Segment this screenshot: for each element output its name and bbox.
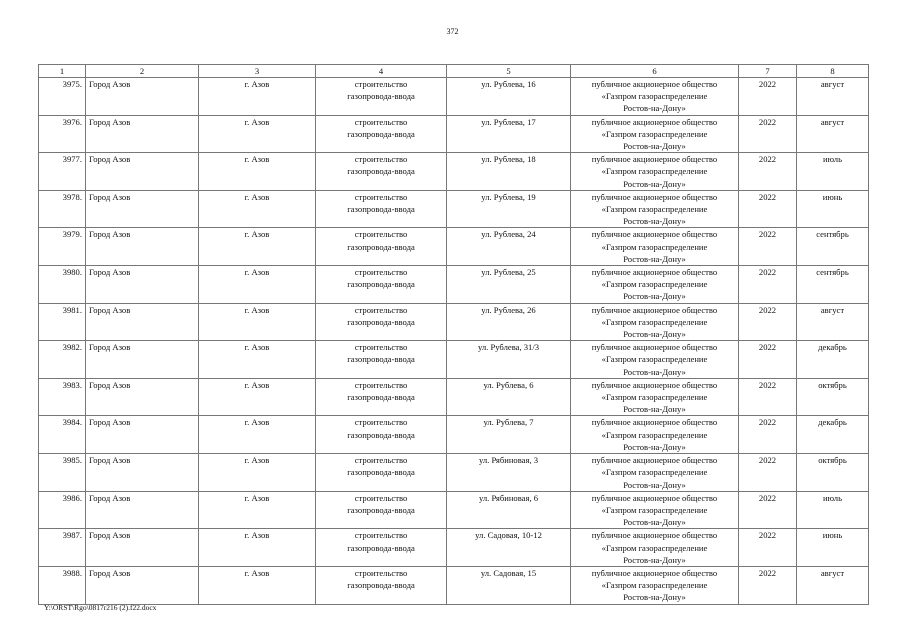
settlement-cell-text: г. Азов xyxy=(244,304,270,315)
year-cell-text: 2022 xyxy=(758,304,777,315)
settlement-cell-text: г. Азов xyxy=(244,191,270,202)
work-type-cell-text: газопровода-ввода xyxy=(347,392,415,403)
work-type-cell xyxy=(316,266,447,304)
month-cell-text: сентябрь xyxy=(816,267,849,278)
municipality-cell xyxy=(86,303,199,341)
month-cell-text: июнь xyxy=(822,191,843,202)
organization-cell xyxy=(571,190,739,228)
municipality-cell xyxy=(86,190,199,228)
settlement-cell-text: г. Азов xyxy=(244,492,270,503)
settlement-cell xyxy=(199,529,316,567)
municipality-cell-text: Город Азов xyxy=(89,567,131,578)
month-cell xyxy=(797,266,869,304)
data-table xyxy=(38,64,869,605)
month-cell-text: август xyxy=(820,567,845,578)
file-path-footer: Y:\ORST\Rgo\0817r216 (2).f22.docx xyxy=(44,603,157,612)
address-cell-text: ул. Рублева, 26 xyxy=(481,304,536,315)
month-cell-text: декабрь xyxy=(818,417,847,428)
settlement-cell xyxy=(199,190,316,228)
row-number-cell-text: 3983. xyxy=(62,379,82,390)
column-header: 7 xyxy=(739,65,797,78)
table-row xyxy=(39,228,869,266)
settlement-cell xyxy=(199,454,316,492)
work-type-cell xyxy=(316,190,447,228)
table-row xyxy=(39,529,869,567)
month-cell-text: декабрь xyxy=(818,342,847,353)
column-header: 8 xyxy=(797,65,869,78)
table-row xyxy=(39,491,869,529)
address-cell-text: ул. Рублева, 7 xyxy=(483,417,534,428)
settlement-cell-text: г. Азов xyxy=(244,79,270,89)
municipality-cell-text: Город Азов xyxy=(89,191,131,202)
organization-cell-text: Ростов-на-Дону» xyxy=(623,329,686,340)
organization-cell-text: публичное акционерное общество xyxy=(591,304,718,315)
organization-cell-text: публичное акционерное общество xyxy=(591,116,718,127)
year-cell xyxy=(739,491,797,529)
organization-cell xyxy=(571,454,739,492)
row-number-cell xyxy=(39,153,86,191)
row-number-cell-text: 3977. xyxy=(62,154,82,165)
settlement-cell xyxy=(199,341,316,379)
work-type-cell-text: строительство xyxy=(354,191,408,202)
address-cell-text: ул. Рублева, 16 xyxy=(481,79,536,89)
organization-cell-text: «Газпром газораспределение xyxy=(601,542,708,553)
work-type-cell-text: строительство xyxy=(354,567,408,578)
column-header: 4 xyxy=(316,65,447,78)
municipality-cell xyxy=(86,378,199,416)
month-cell xyxy=(797,566,869,604)
municipality-cell-text: Город Азов xyxy=(89,342,131,353)
organization-cell xyxy=(571,228,739,266)
settlement-cell xyxy=(199,266,316,304)
work-type-cell xyxy=(316,341,447,379)
organization-cell-text: «Газпром газораспределение xyxy=(601,241,708,252)
organization-cell-text: Ростов-на-Дону» xyxy=(623,404,686,415)
settlement-cell-text: г. Азов xyxy=(244,342,270,353)
organization-cell-text: Ростов-на-Дону» xyxy=(623,366,686,377)
work-type-cell-text: строительство xyxy=(354,379,408,390)
organization-cell-text: «Газпром газораспределение xyxy=(601,392,708,403)
year-cell-text: 2022 xyxy=(758,191,777,202)
month-cell xyxy=(797,115,869,153)
row-number-cell-text: 3975. xyxy=(62,79,82,89)
settlement-cell xyxy=(199,416,316,454)
organization-cell-text: Ростов-на-Дону» xyxy=(623,178,686,189)
address-cell-text: ул. Садовая, 15 xyxy=(480,567,537,578)
municipality-cell-text: Город Азов xyxy=(89,530,131,541)
settlement-cell-text: г. Азов xyxy=(244,267,270,278)
month-cell xyxy=(797,416,869,454)
organization-cell-text: публичное акционерное общество xyxy=(591,417,718,428)
row-number-cell-text: 3978. xyxy=(62,191,82,202)
address-cell xyxy=(447,341,571,379)
year-cell xyxy=(739,115,797,153)
column-header: 2 xyxy=(86,65,199,78)
month-cell-text: август xyxy=(820,116,845,127)
settlement-cell xyxy=(199,491,316,529)
row-number-cell-text: 3979. xyxy=(62,229,82,240)
year-cell-text: 2022 xyxy=(758,116,777,127)
address-cell-text: ул. Рябиновая, 6 xyxy=(478,492,539,503)
work-type-cell xyxy=(316,529,447,567)
settlement-cell-text: г. Азов xyxy=(244,154,270,165)
address-cell-text: ул. Рублева, 25 xyxy=(481,267,536,278)
work-type-cell-text: газопровода-ввода xyxy=(347,354,415,365)
year-cell-text: 2022 xyxy=(758,342,777,353)
organization-cell xyxy=(571,378,739,416)
organization-cell-text: публичное акционерное общество xyxy=(591,191,718,202)
settlement-cell xyxy=(199,378,316,416)
address-cell xyxy=(447,491,571,529)
year-cell xyxy=(739,454,797,492)
month-cell xyxy=(797,378,869,416)
settlement-cell-text: г. Азов xyxy=(244,567,270,578)
organization-cell-text: «Газпром газораспределение xyxy=(601,504,708,515)
work-type-cell-text: газопровода-ввода xyxy=(347,504,415,515)
row-number-cell xyxy=(39,378,86,416)
organization-cell-text: публичное акционерное общество xyxy=(591,455,718,466)
work-type-cell-text: строительство xyxy=(354,304,408,315)
month-cell-text: июль xyxy=(822,492,842,503)
organization-cell xyxy=(571,341,739,379)
organization-cell-text: публичное акционерное общество xyxy=(591,154,718,165)
year-cell xyxy=(739,228,797,266)
address-cell xyxy=(447,378,571,416)
work-type-cell-text: газопровода-ввода xyxy=(347,91,415,102)
work-type-cell xyxy=(316,78,447,116)
year-cell-text: 2022 xyxy=(758,229,777,240)
row-number-cell-text: 3982. xyxy=(62,342,82,353)
address-cell-text: ул. Рублева, 31/3 xyxy=(477,342,540,353)
address-cell xyxy=(447,266,571,304)
work-type-cell-text: строительство xyxy=(354,530,408,541)
work-type-cell-text: газопровода-ввода xyxy=(347,128,415,139)
municipality-cell xyxy=(86,529,199,567)
organization-cell-text: публичное акционерное общество xyxy=(591,567,718,578)
address-cell xyxy=(447,416,571,454)
municipality-cell xyxy=(86,153,199,191)
address-cell-text: ул. Рябиновая, 3 xyxy=(478,455,539,466)
organization-cell-text: публичное акционерное общество xyxy=(591,79,718,89)
row-number-cell-text: 3986. xyxy=(62,492,82,503)
organization-cell-text: публичное акционерное общество xyxy=(591,379,718,390)
year-cell xyxy=(739,153,797,191)
organization-cell-text: «Газпром газораспределение xyxy=(601,580,708,591)
address-cell-text: ул. Рублева, 18 xyxy=(481,154,536,165)
work-type-cell-text: газопровода-ввода xyxy=(347,467,415,478)
work-type-cell-text: газопровода-ввода xyxy=(347,542,415,553)
municipality-cell xyxy=(86,78,199,116)
address-cell xyxy=(447,228,571,266)
year-cell-text: 2022 xyxy=(758,379,777,390)
month-cell-text: июнь xyxy=(822,530,843,541)
year-cell-text: 2022 xyxy=(758,79,777,89)
organization-cell xyxy=(571,303,739,341)
month-cell-text: октябрь xyxy=(818,379,847,390)
municipality-cell-text: Город Азов xyxy=(89,116,131,127)
settlement-cell-text: г. Азов xyxy=(244,417,270,428)
organization-cell xyxy=(571,266,739,304)
settlement-cell-text: г. Азов xyxy=(244,116,270,127)
work-type-cell-text: строительство xyxy=(354,229,408,240)
work-type-cell-text: строительство xyxy=(354,154,408,165)
year-cell-text: 2022 xyxy=(758,567,777,578)
settlement-cell-text: г. Азов xyxy=(244,379,270,390)
month-cell xyxy=(797,78,869,116)
organization-cell-text: Ростов-на-Дону» xyxy=(623,592,686,603)
year-cell xyxy=(739,78,797,116)
row-number-cell-text: 3980. xyxy=(62,267,82,278)
work-type-cell-text: строительство xyxy=(354,267,408,278)
municipality-cell-text: Город Азов xyxy=(89,154,131,165)
work-type-cell-text: строительство xyxy=(354,342,408,353)
year-cell-text: 2022 xyxy=(758,267,777,278)
row-number-cell xyxy=(39,341,86,379)
municipality-cell-text: Город Азов xyxy=(89,79,131,89)
organization-cell-text: публичное акционерное общество xyxy=(591,229,718,240)
row-number-cell xyxy=(39,115,86,153)
table-row xyxy=(39,416,869,454)
organization-cell-text: «Газпром газораспределение xyxy=(601,354,708,365)
table-row xyxy=(39,378,869,416)
municipality-cell xyxy=(86,566,199,604)
column-header: 5 xyxy=(447,65,571,78)
month-cell xyxy=(797,153,869,191)
month-cell-text: август xyxy=(820,304,845,315)
row-number-cell xyxy=(39,454,86,492)
work-type-cell-text: строительство xyxy=(354,492,408,503)
page-number: 372 xyxy=(446,27,459,36)
address-cell xyxy=(447,115,571,153)
column-header: 1 xyxy=(39,65,86,78)
year-cell-text: 2022 xyxy=(758,530,777,541)
column-header: 3 xyxy=(199,65,316,78)
organization-cell xyxy=(571,115,739,153)
organization-cell-text: Ростов-на-Дону» xyxy=(623,291,686,302)
work-type-cell-text: газопровода-ввода xyxy=(347,241,415,252)
settlement-cell xyxy=(199,153,316,191)
month-cell xyxy=(797,491,869,529)
year-cell-text: 2022 xyxy=(758,455,777,466)
row-number-cell xyxy=(39,416,86,454)
organization-cell-text: публичное акционерное общество xyxy=(591,492,718,503)
work-type-cell-text: строительство xyxy=(354,417,408,428)
organization-cell-text: «Газпром газораспределение xyxy=(601,166,708,177)
row-number-cell-text: 3984. xyxy=(62,417,82,428)
organization-cell-text: «Газпром газораспределение xyxy=(601,128,708,139)
work-type-cell-text: газопровода-ввода xyxy=(347,429,415,440)
address-cell-text: ул. Садовая, 10-12 xyxy=(475,530,542,541)
address-cell xyxy=(447,153,571,191)
row-number-cell xyxy=(39,491,86,529)
table-row xyxy=(39,454,869,492)
year-cell xyxy=(739,566,797,604)
table-row xyxy=(39,190,869,228)
organization-cell-text: «Газпром газораспределение xyxy=(601,91,708,102)
table-row xyxy=(39,266,869,304)
organization-cell-text: «Газпром газораспределение xyxy=(601,429,708,440)
municipality-cell xyxy=(86,416,199,454)
organization-cell-text: «Газпром газораспределение xyxy=(601,467,708,478)
row-number-cell-text: 3985. xyxy=(62,455,82,466)
organization-cell-text: Ростов-на-Дону» xyxy=(623,216,686,227)
row-number-cell xyxy=(39,266,86,304)
settlement-cell xyxy=(199,228,316,266)
work-type-cell xyxy=(316,454,447,492)
municipality-cell-text: Город Азов xyxy=(89,229,131,240)
header-row xyxy=(39,65,869,78)
month-cell xyxy=(797,529,869,567)
table-row xyxy=(39,303,869,341)
year-cell xyxy=(739,341,797,379)
month-cell xyxy=(797,341,869,379)
organization-cell-text: Ростов-на-Дону» xyxy=(623,517,686,528)
month-cell xyxy=(797,228,869,266)
organization-cell xyxy=(571,566,739,604)
work-type-cell-text: строительство xyxy=(354,455,408,466)
work-type-cell-text: строительство xyxy=(354,79,408,89)
row-number-cell xyxy=(39,228,86,266)
work-type-cell xyxy=(316,416,447,454)
municipality-cell-text: Город Азов xyxy=(89,304,131,315)
table-row xyxy=(39,341,869,379)
work-type-cell-text: строительство xyxy=(354,116,408,127)
address-cell xyxy=(447,303,571,341)
year-cell xyxy=(739,266,797,304)
municipality-cell-text: Город Азов xyxy=(89,455,131,466)
settlement-cell-text: г. Азов xyxy=(244,455,270,466)
work-type-cell-text: газопровода-ввода xyxy=(347,580,415,591)
row-number-cell-text: 3976. xyxy=(62,116,82,127)
municipality-cell xyxy=(86,491,199,529)
row-number-cell xyxy=(39,566,86,604)
municipality-cell-text: Город Азов xyxy=(89,379,131,390)
year-cell-text: 2022 xyxy=(758,154,777,165)
organization-cell-text: Ростов-на-Дону» xyxy=(623,554,686,565)
table-row xyxy=(39,78,869,116)
organization-cell-text: публичное акционерное общество xyxy=(591,342,718,353)
work-type-cell xyxy=(316,303,447,341)
month-cell xyxy=(797,303,869,341)
organization-cell-text: Ростов-на-Дону» xyxy=(623,141,686,152)
organization-cell xyxy=(571,529,739,567)
municipality-cell xyxy=(86,341,199,379)
work-type-cell-text: газопровода-ввода xyxy=(347,204,415,215)
work-type-cell xyxy=(316,378,447,416)
organization-cell xyxy=(571,491,739,529)
year-cell-text: 2022 xyxy=(758,417,777,428)
month-cell xyxy=(797,454,869,492)
work-type-cell-text: газопровода-ввода xyxy=(347,166,415,177)
work-type-cell xyxy=(316,566,447,604)
row-number-cell xyxy=(39,190,86,228)
settlement-cell xyxy=(199,566,316,604)
settlement-cell xyxy=(199,303,316,341)
organization-cell-text: «Газпром газораспределение xyxy=(601,204,708,215)
municipality-cell xyxy=(86,115,199,153)
year-cell xyxy=(739,416,797,454)
organization-cell-text: Ростов-на-Дону» xyxy=(623,103,686,114)
column-header: 6 xyxy=(571,65,739,78)
table-row xyxy=(39,153,869,191)
row-number-cell xyxy=(39,303,86,341)
year-cell-text: 2022 xyxy=(758,492,777,503)
address-cell xyxy=(447,454,571,492)
municipality-cell xyxy=(86,454,199,492)
municipality-cell xyxy=(86,228,199,266)
municipality-cell-text: Город Азов xyxy=(89,417,131,428)
year-cell xyxy=(739,529,797,567)
year-cell xyxy=(739,378,797,416)
address-cell-text: ул. Рублева, 17 xyxy=(481,116,536,127)
month-cell-text: август xyxy=(820,79,845,89)
row-number-cell-text: 3981. xyxy=(62,304,82,315)
settlement-cell-text: г. Азов xyxy=(244,530,270,541)
work-type-cell xyxy=(316,115,447,153)
address-cell xyxy=(447,529,571,567)
table-row xyxy=(39,566,869,604)
table-row xyxy=(39,115,869,153)
row-number-cell xyxy=(39,529,86,567)
row-number-cell-text: 3987. xyxy=(62,530,82,541)
address-cell xyxy=(447,78,571,116)
month-cell-text: октябрь xyxy=(818,455,847,466)
municipality-cell-text: Город Азов xyxy=(89,492,131,503)
municipality-cell-text: Город Азов xyxy=(89,267,131,278)
row-number-cell-text: 3988. xyxy=(62,567,82,578)
organization-cell-text: Ростов-на-Дону» xyxy=(623,479,686,490)
month-cell-text: сентябрь xyxy=(816,229,849,240)
address-cell xyxy=(447,190,571,228)
address-cell xyxy=(447,566,571,604)
municipality-cell xyxy=(86,266,199,304)
work-type-cell xyxy=(316,491,447,529)
work-type-cell-text: газопровода-ввода xyxy=(347,279,415,290)
work-type-cell-text: газопровода-ввода xyxy=(347,316,415,327)
work-type-cell xyxy=(316,228,447,266)
month-cell-text: июль xyxy=(822,154,842,165)
organization-cell-text: «Газпром газораспределение xyxy=(601,279,708,290)
organization-cell-text: «Газпром газораспределение xyxy=(601,316,708,327)
settlement-cell xyxy=(199,78,316,116)
organization-cell xyxy=(571,416,739,454)
month-cell xyxy=(797,190,869,228)
address-cell-text: ул. Рублева, 24 xyxy=(481,229,536,240)
row-number-cell xyxy=(39,78,86,116)
organization-cell xyxy=(571,153,739,191)
settlement-cell-text: г. Азов xyxy=(244,229,270,240)
address-cell-text: ул. Рублева, 19 xyxy=(481,191,536,202)
organization-cell-text: публичное акционерное общество xyxy=(591,267,718,278)
settlement-cell xyxy=(199,115,316,153)
year-cell xyxy=(739,303,797,341)
organization-cell xyxy=(571,78,739,116)
work-type-cell xyxy=(316,153,447,191)
organization-cell-text: публичное акционерное общество xyxy=(591,530,718,541)
organization-cell-text: Ростов-на-Дону» xyxy=(623,253,686,264)
organization-cell-text: Ростов-на-Дону» xyxy=(623,441,686,452)
address-cell-text: ул. Рублева, 6 xyxy=(483,379,534,390)
year-cell xyxy=(739,190,797,228)
